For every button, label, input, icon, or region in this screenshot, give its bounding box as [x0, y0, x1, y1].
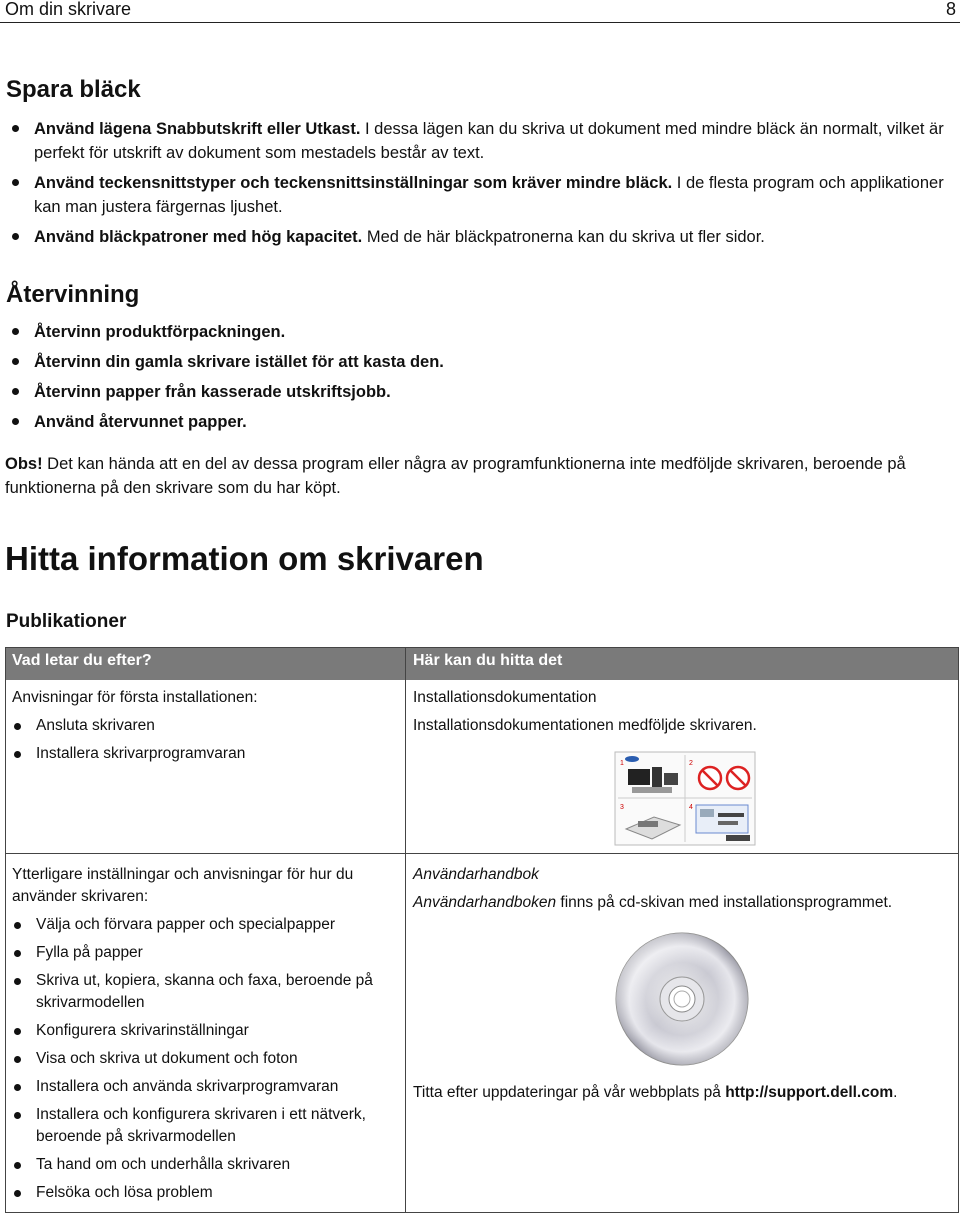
save-ink-list	[12, 117, 957, 255]
list-item: Felsöka och lösa problem	[12, 1182, 397, 1204]
bullet-icon	[12, 418, 19, 425]
list-item: Konfigurera skrivarinställningar	[12, 1020, 397, 1042]
recycling-list	[12, 320, 957, 440]
bullet-icon	[12, 125, 19, 132]
bullet-icon	[14, 1056, 21, 1063]
publications-table	[5, 647, 959, 1213]
page-header	[0, 0, 960, 23]
column-header-where: Här kan du hitta det	[413, 652, 563, 669]
user-guide-text: Användarhandboken finns på cd-skivan med installationsprogrammet.	[413, 894, 893, 911]
support-link[interactable]: http://support.dell.com	[725, 1084, 894, 1101]
bullet-icon	[12, 328, 19, 335]
list-item: Visa och skriva ut dokument och foton	[12, 1048, 397, 1070]
setup-doc-text: Installationsdokumentationen medföljde skrivaren.	[413, 717, 757, 734]
bullet-icon	[14, 723, 21, 730]
column-divider	[405, 648, 406, 1212]
setup-poster-image	[614, 751, 756, 846]
bullet-icon	[12, 233, 19, 240]
user-guide-title: Användarhandbok	[413, 866, 539, 883]
header-title: Om din skrivare	[5, 0, 132, 19]
table-header	[6, 648, 958, 680]
list-item: Återvinn din gamla skrivare istället för att kasta den.	[12, 350, 957, 374]
bullet-icon	[14, 1162, 21, 1169]
save-ink-heading: Spara bläck	[6, 76, 141, 103]
bullet-icon	[14, 1084, 21, 1091]
list-item: Ansluta skrivaren	[12, 715, 397, 737]
bullet-icon	[14, 1190, 21, 1197]
list-item: Ta hand om och underhålla skrivaren	[12, 1154, 397, 1176]
list-item: Fylla på papper	[12, 942, 397, 964]
bullet-icon	[12, 179, 19, 186]
row1-intro: Anvisningar för första installationen:	[12, 689, 258, 706]
panel-number: 2	[689, 760, 693, 767]
bullet-icon	[14, 978, 21, 985]
column-header-what: Vad letar du efter?	[12, 652, 152, 669]
note-paragraph: Obs! Det kan hända att en del av dessa program eller några av programfunktionerna inte medföljde skrivaren, beroende på funktionerna på den skrivare som du har köpt.	[5, 455, 906, 497]
panel-number: 1	[620, 760, 624, 767]
find-info-heading: Hitta information om skrivaren	[5, 540, 484, 577]
list-item: Använd återvunnet papper.	[12, 410, 957, 434]
page-number: 8	[945, 0, 956, 19]
bullet-icon	[14, 1112, 21, 1119]
list-item: Använd lägena Snabbutskrift eller Utkast. I dessa lägen kan du skriva ut dokument med mindre bläck än normalt, vilket är perfekt för utskrift av dokument som mestadels består av text.	[12, 117, 957, 165]
list-item: Använd teckensnittstyper och teckensnittsinställningar som kräver mindre bläck. I de flesta program och applikationer kan man justera färgernas ljushet.	[12, 171, 957, 219]
setup-doc-title: Installationsdokumentation	[413, 689, 597, 706]
bullet-icon	[12, 388, 19, 395]
row2-intro: Ytterligare inställningar och anvisningar för hur du använder skrivaren:	[12, 866, 354, 905]
bullet-icon	[14, 950, 21, 957]
row2-list	[12, 914, 397, 1210]
list-item: Återvinn produktförpackningen.	[12, 320, 957, 344]
recycling-heading: Återvinning	[6, 281, 140, 308]
cd-disc-image	[614, 931, 750, 1067]
list-item: Återvinn papper från kasserade utskriftsjobb.	[12, 380, 957, 404]
row1-list	[12, 715, 397, 771]
publications-heading: Publikationer	[6, 611, 127, 632]
list-item: Välja och förvara papper och specialpapper	[12, 914, 397, 936]
list-item: Skriva ut, kopiera, skanna och faxa, beroende på skrivarmodellen	[12, 970, 397, 1014]
panel-number: 4	[689, 804, 693, 811]
row-divider	[6, 853, 958, 854]
list-item: Installera och konfigurera skrivaren i ett nätverk, beroende på skrivarmodellen	[12, 1104, 397, 1148]
bullet-icon	[14, 751, 21, 758]
bullet-icon	[14, 922, 21, 929]
bullet-icon	[12, 358, 19, 365]
list-item: Installera och använda skrivarprogramvaran	[12, 1076, 397, 1098]
bullet-icon	[14, 1028, 21, 1035]
list-item: Installera skrivarprogramvaran	[12, 743, 397, 765]
update-text: Titta efter uppdateringar på vår webbplats på http://support.dell.com.	[413, 1084, 898, 1101]
list-item: Använd bläckpatroner med hög kapacitet. Med de här bläckpatronerna kan du skriva ut fler sidor.	[12, 225, 957, 249]
panel-number: 3	[620, 804, 624, 811]
